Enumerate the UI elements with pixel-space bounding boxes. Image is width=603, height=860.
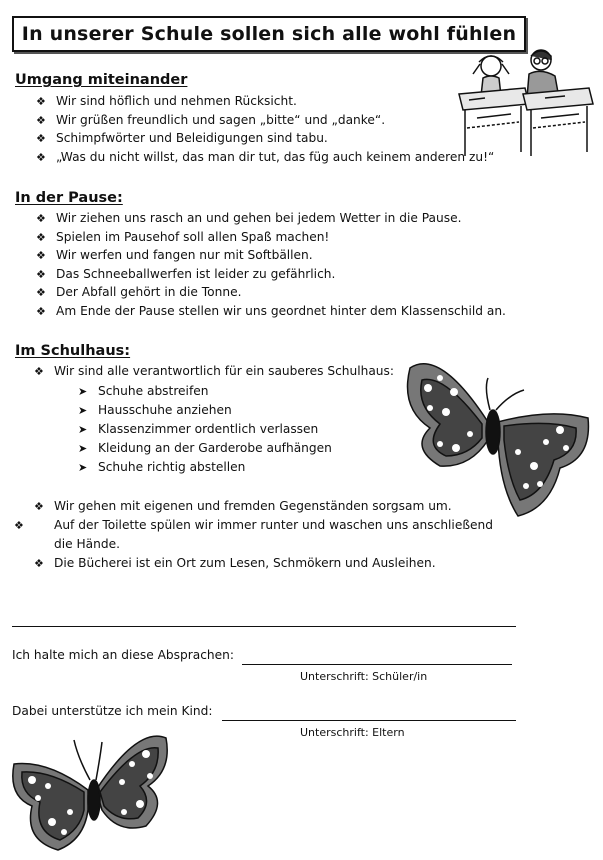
butterfly-icon (400, 348, 595, 518)
page-title-box (12, 16, 526, 52)
bullet-list-pause (36, 209, 506, 321)
list-item: ❖ Wir gehen mit eigenen und fremden Gegenständen sorgsam um. (34, 497, 504, 516)
sub-list-schulhaus (78, 382, 332, 477)
list-item: ❖ Auf der Toilette spülen wir immer runter und waschen uns anschließend die Hände. (34, 516, 504, 554)
section-heading-schulhaus: Im Schulhaus: (15, 343, 131, 359)
list-item: ❖ Das Schneeballwerfen ist leider zu gefährlich. (36, 265, 506, 284)
butterfly-icon (8, 730, 173, 855)
parent-signature-line[interactable] (222, 720, 516, 721)
list-item: ➤ Klassenzimmer ordentlich verlassen (78, 420, 332, 439)
list-item: ➤ Schuhe abstreifen (78, 382, 332, 401)
list-item: ➤ Kleidung an der Garderobe aufhängen (78, 439, 332, 458)
list-item: ❖ „Was du nicht willst, das man dir tut, das füg auch keinem anderen zu!“ (36, 148, 494, 167)
list-item: ❖ Die Bücherei ist ein Ort zum Lesen, Schmökern und Ausleihen. (34, 554, 504, 573)
student-signature-line[interactable] (242, 664, 512, 665)
separator-line (12, 626, 516, 627)
student-signature-caption: Unterschrift: Schüler/in (300, 670, 428, 683)
list-item: ❖ Spielen im Pausehof soll allen Spaß machen! (36, 228, 506, 247)
bullet-list-schulhaus-intro (34, 362, 394, 381)
list-item: ❖ Am Ende der Pause stellen wir uns geordnet hinter dem Klassenschild an. (36, 302, 506, 321)
student-statement: Ich halte mich an diese Absprachen: (12, 648, 234, 662)
bullet-list-umgang (36, 92, 494, 166)
parent-signature-caption: Unterschrift: Eltern (300, 726, 405, 739)
list-item: ❖ Wir ziehen uns rasch an und gehen bei jedem Wetter in die Pause. (36, 209, 506, 228)
list-item: ❖ Wir werfen und fangen nur mit Softbällen. (36, 246, 506, 265)
list-item: ❖ Wir sind alle verantwortlich für ein sauberes Schulhaus: (34, 362, 394, 381)
page-title: In unserer Schule sollen sich alle wohl fühlen (21, 23, 517, 45)
list-item: ❖ Wir grüßen freundlich und sagen „bitte“ und „danke“. (36, 111, 494, 130)
list-item: ➤ Schuhe richtig abstellen (78, 458, 332, 477)
section-heading-pause: In der Pause: (15, 190, 123, 206)
list-item: ❖ Schimpfwörter und Beleidigungen sind tabu. (36, 129, 494, 148)
list-item: ❖ Der Abfall gehört in die Tonne. (36, 283, 506, 302)
parent-statement: Dabei unterstütze ich mein Kind: (12, 704, 213, 718)
section-heading-umgang: Umgang miteinander (15, 72, 188, 88)
list-item: ➤ Hausschuhe anziehen (78, 401, 332, 420)
list-item: ❖ Wir sind höflich und nehmen Rücksicht. (36, 92, 494, 111)
